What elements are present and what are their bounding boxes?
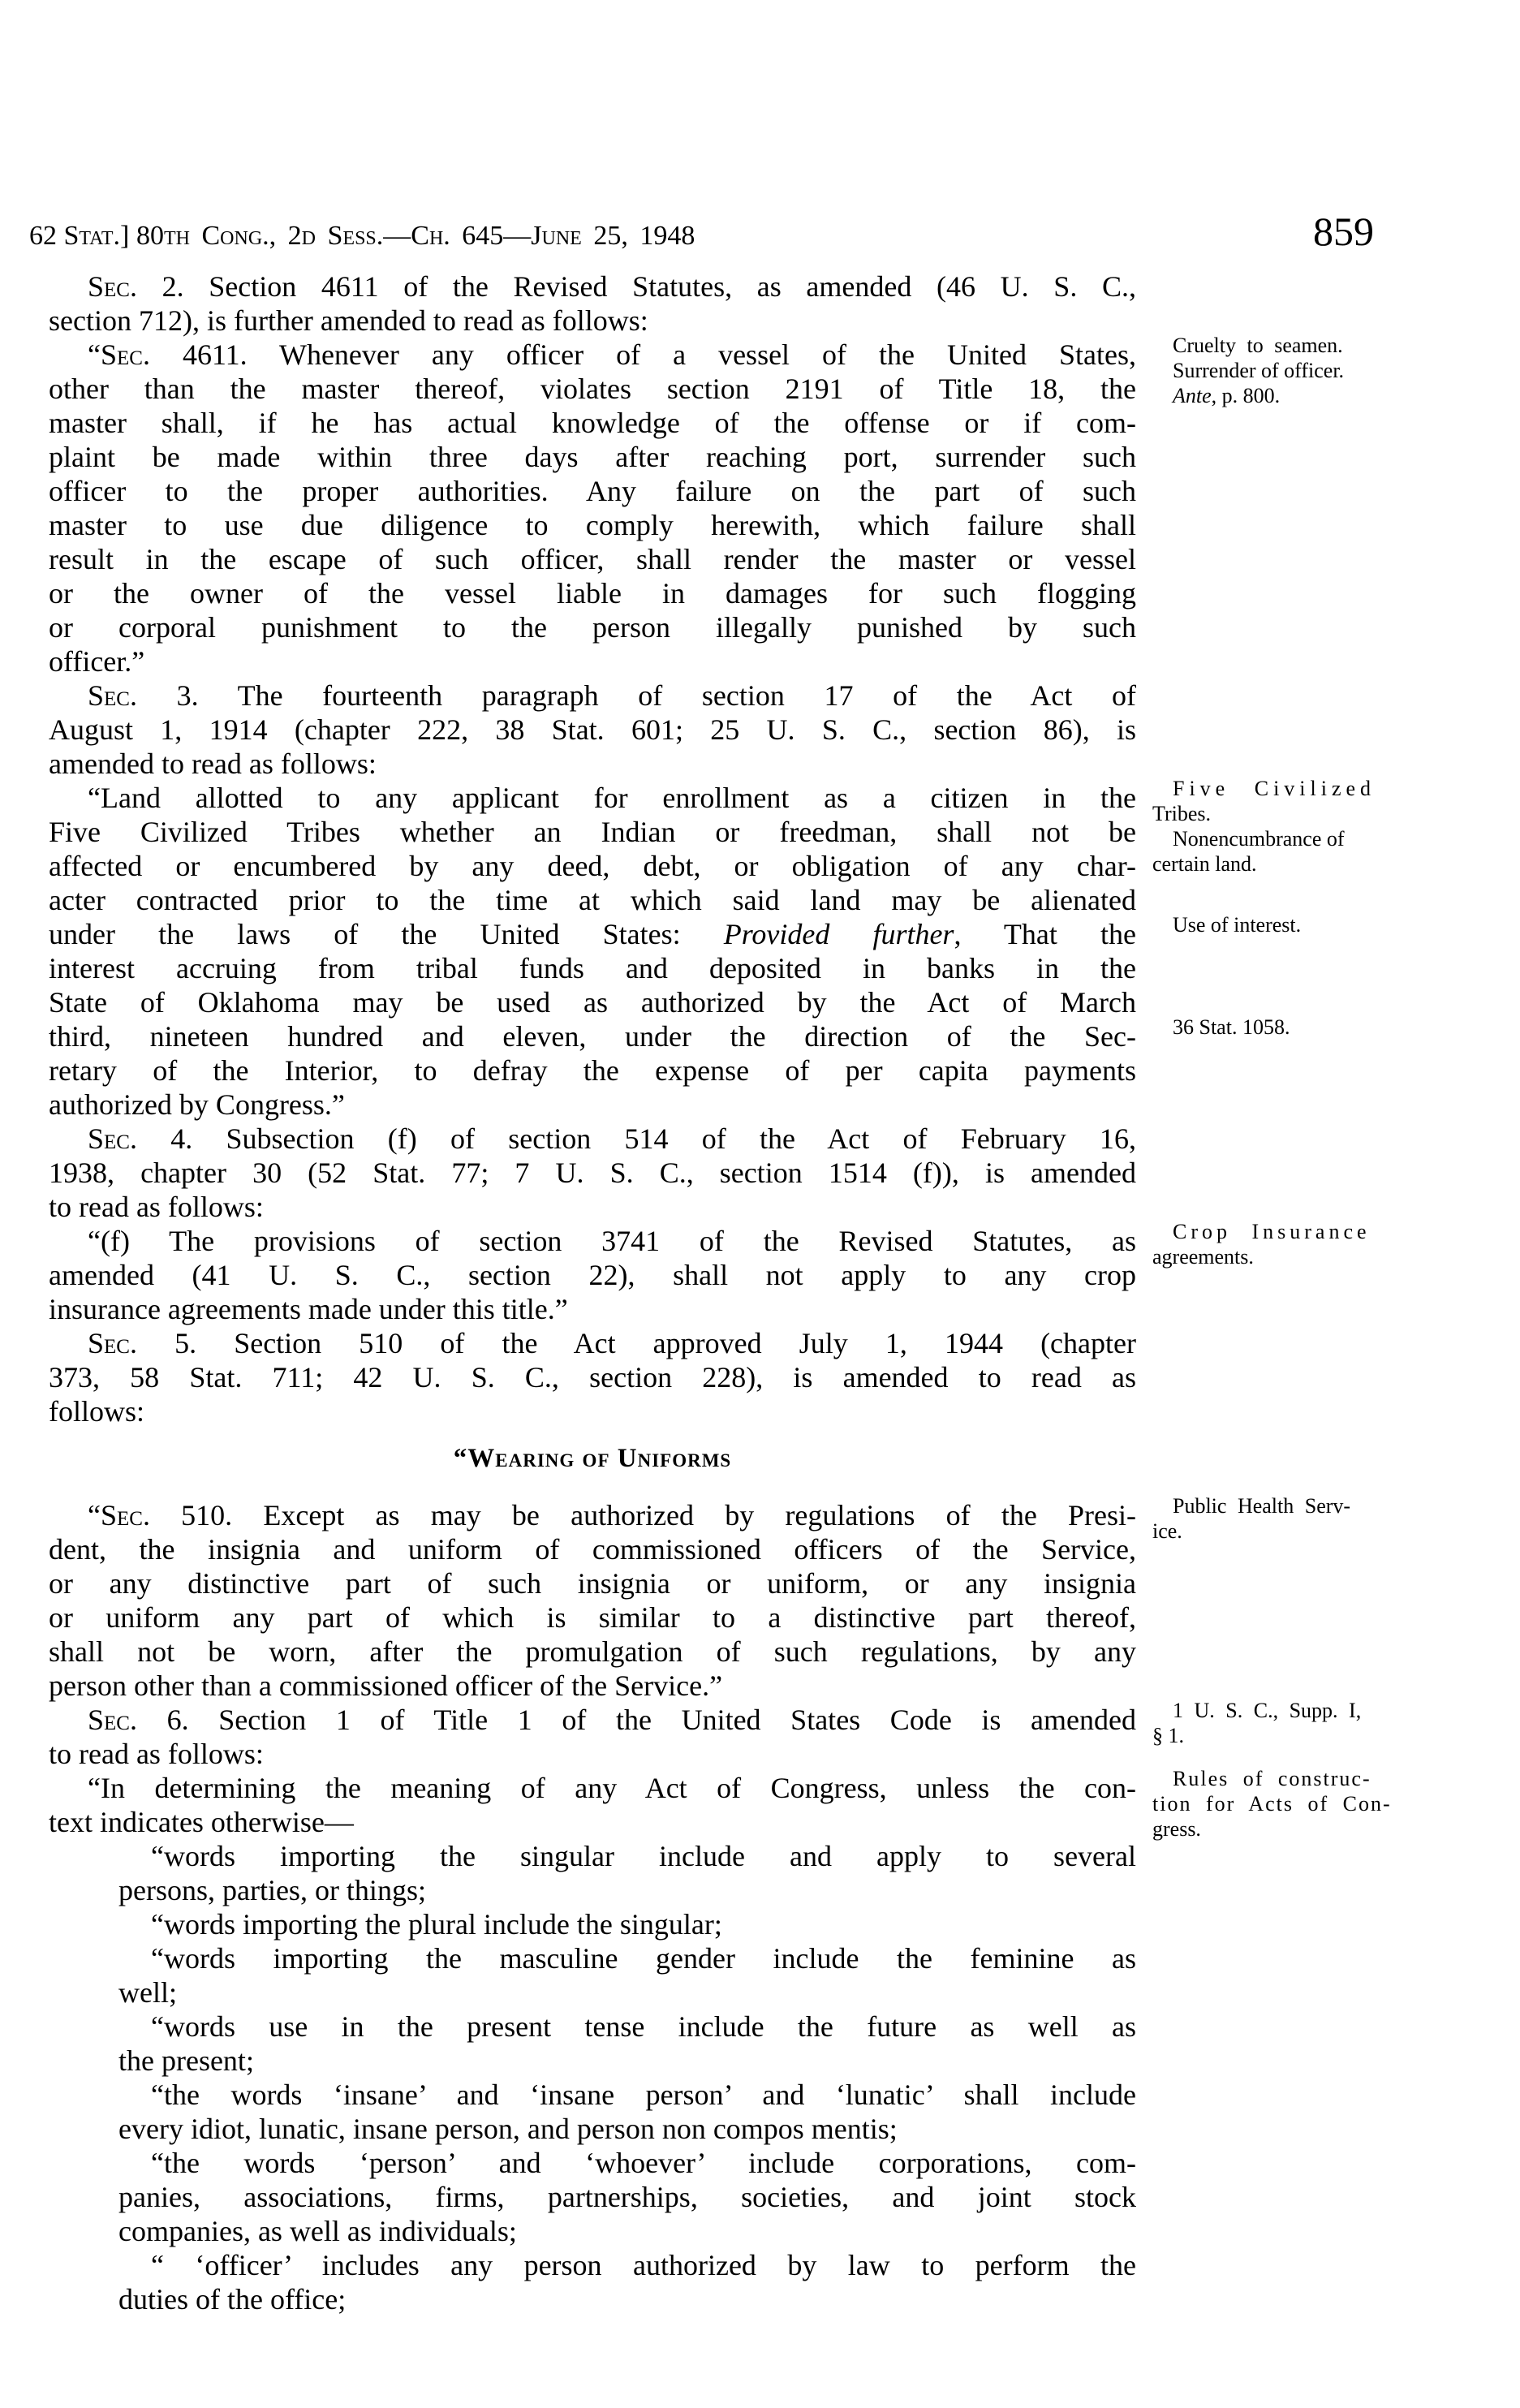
text-line: State of Oklahoma may be used as authorized by the Act of March [49,986,1136,1019]
text-line [49,1703,1136,1737]
line-text: , That the [954,918,1136,950]
heading-wearing-of-uniforms: “Wearing of Uniforms [453,1444,732,1473]
text-line: follows: [49,1395,145,1428]
open-quote: “ [88,1499,101,1531]
sec-label: Sec. [88,270,137,303]
text-line: acter contracted prior to the time at which said land may be alienated [49,884,1136,916]
text-line: master shall, if he has actual knowledge of the offense or if com- [49,407,1136,439]
text-line [49,1498,1136,1532]
text-line [49,338,1136,372]
text-line: third, nineteen hundred and eleven, under the direction of the Sec- [49,1020,1136,1053]
sec-label: Sec. [88,679,137,712]
margin-note-use-of-interest [1152,912,1516,937]
clause-plural [49,1907,1136,1941]
paragraph-subsection-f-quote [49,1224,1136,1326]
running-head: 80th Cong., 2d Sess.—Ch. 645—June 25, 1948 [136,221,695,251]
statute-text-column [49,269,1136,2316]
note-line: Rules of construc- [1173,1767,1371,1790]
paragraph-sec-510-quote [49,1498,1136,1703]
paragraph-land-allotted-quote [49,781,1136,1122]
margin-note-cruelty-to-seamen [1152,333,1516,408]
text-line: master to use due diligence to comply herewith, which failure shall [49,509,1136,541]
text-line: companies, as well as individuals; [118,2215,517,2247]
text-line: “words importing the plural include the singular; [151,1908,722,1941]
clause-masculine-gender [49,1941,1136,2010]
sec-label: Sec. [100,338,150,371]
text-line: amended (41 U. S. C., section 22), shall not apply to any crop [49,1259,1136,1291]
margin-note-36-stat-1058 [1152,1014,1516,1040]
clause-singular [49,1839,1136,1907]
margin-note-crop-insurance [1152,1219,1516,1269]
note-line: Surrender of officer. [1173,359,1345,382]
note-line: certain land. [1152,852,1257,876]
text-line: “the words ‘person’ and ‘whoever’ include corporations, com- [151,2147,1136,2179]
text-line [49,1326,1136,1360]
note-line: 36 Stat. 1058. [1173,1015,1290,1039]
proviso-italic: Provided further [723,918,954,950]
text-line: result in the escape of such officer, shall render the master or vessel [49,543,1136,575]
text-line: “words importing the singular include and apply to several [151,1840,1136,1872]
text-line: insurance agreements made under this title.” [49,1293,568,1325]
note-line: Cruelty to seamen. [1173,334,1343,357]
line-text: 6. Section 1 of Title 1 of the United States Code is amended [136,1704,1136,1736]
text-line: officer to the proper authorities. Any failure on the part of such [49,475,1136,507]
paragraph-sec-5-intro [49,1326,1136,1428]
text-line: persons, parties, or things; [118,1874,426,1906]
note-line: Public Health Serv- [1173,1494,1351,1518]
clause-present-tense [49,2010,1136,2078]
text-line: affected or encumbered by any deed, debt, or obligation of any char- [49,850,1136,882]
note-line: ice. [1152,1519,1182,1543]
note-line [1152,383,1516,408]
note-line: tion for Acts of Con- [1152,1792,1392,1816]
note-line: 1 U. S. C., Supp. I, [1173,1699,1362,1722]
text-line: interest accruing from tribal funds and deposited in banks in the [49,952,1136,984]
sec-label: Sec. [88,1122,137,1155]
note-line: Five Civilized [1173,777,1376,800]
text-line: plaint be made within three days after reaching port, surrender such [49,441,1136,473]
text-line [49,917,1136,951]
line-text: 2. Section 4611 of the Revised Statutes, as amended (46 U. S. C., [136,270,1136,303]
text-line [49,1122,1136,1156]
text-line: authorized by Congress.” [49,1088,345,1121]
text-line: “In determining the meaning of any Act of Congress, unless the con- [88,1772,1136,1804]
note-line: Tribes. [1152,802,1212,825]
open-quote: “ [88,338,101,371]
text-line: to read as follows: [49,1191,264,1223]
text-line: panies, associations, firms, partnerships, societies, and joint stock [118,2181,1136,2213]
text-line: or uniform any part of which is similar to a distinctive part thereof, [49,1601,1136,1634]
paragraph-sec-6-intro [49,1703,1136,1771]
margin-note-five-civilized-tribes [1152,776,1516,877]
line-text: under the laws of the United States: [49,918,724,950]
sec-label: Sec. [88,1704,137,1736]
line-text: 4611. Whenever any officer of a vessel of the United States, [149,338,1136,371]
page-number: 859 [1313,209,1374,254]
line-text: 4. Subsection (f) of section 514 of the Act of February 16, [136,1122,1136,1155]
text-line: “words use in the present tense include the future as well as [151,2010,1136,2043]
text-line [49,678,1136,713]
sec-label: Sec. [88,1327,137,1359]
ante-reference: Ante [1173,384,1212,407]
text-line: “the words ‘insane’ and ‘insane person’ and ‘lunatic’ shall include [151,2078,1136,2111]
text-line: other than the master thereof, violates section 2191 of Title 18, the [49,373,1136,405]
paragraph-sec-4611-quote [49,338,1136,678]
paragraph-in-determining [49,1771,1136,1839]
text-line: person other than a commissioned officer of the Service.” [49,1669,723,1702]
clause-insane [49,2078,1136,2146]
text-line: text indicates otherwise— [49,1806,354,1838]
line-text: 510. Except as may be authorized by regulations of the Presi- [149,1499,1136,1531]
clause-person-whoever [49,2146,1136,2248]
text-line: 373, 58 Stat. 711; 42 U. S. C., section 228), is amended to read as [49,1361,1136,1394]
text-line: well; [118,1976,177,2009]
note-line: § 1. [1152,1724,1184,1747]
volume-number: 62 [29,221,64,251]
stat-abbrev: Stat.] [63,221,130,251]
margin-note-usc-supp [1152,1698,1516,1748]
text-line: officer.” [49,645,145,678]
text-line: “Land allotted to any applicant for enrollment as a citizen in the [88,782,1136,814]
text-line: every idiot, lunatic, insane person, and person non compos mentis; [118,2113,898,2145]
note-line: Nonencumbrance of [1173,827,1345,851]
text-line: section 712), is further amended to read as follows: [49,304,648,337]
text-line: “words importing the masculine gender include the feminine as [151,1942,1136,1975]
text-line: “(f) The provisions of section 3741 of the Revised Statutes, as [88,1225,1136,1257]
line-text: 3. The fourteenth paragraph of section 17 of the Act of [136,679,1136,712]
text-line: August 1, 1914 (chapter 222, 38 Stat. 601; 25 U. S. C., section 86), is [49,713,1136,746]
text-line: “ ‘officer’ includes any person authorized by law to perform the [151,2249,1136,2281]
text-line [49,269,1136,304]
margin-note-rules-of-construction [1152,1766,1516,1842]
text-line: to read as follows: [49,1738,264,1770]
note-line: Crop Insurance [1173,1220,1371,1243]
text-line: dent, the insignia and uniform of commissioned officers of the Service, [49,1533,1136,1566]
note-line: gress. [1152,1817,1201,1841]
line-text: 5. Section 510 of the Act approved July 1, 1944 (chapter [136,1327,1136,1359]
text-line: or the owner of the vessel liable in damages for such flogging [49,577,1136,610]
note-line: Use of interest. [1173,913,1302,937]
text-line: amended to read as follows: [49,747,377,780]
text-line: Five Civilized Tribes whether an Indian or freedman, shall not be [49,816,1136,848]
text-line: duties of the office; [118,2283,347,2315]
paragraph-sec-3-intro [49,678,1136,781]
sec-label: Sec. [100,1499,150,1531]
note-line-text: , p. 800. [1211,384,1281,407]
margin-note-public-health-service [1152,1493,1516,1544]
text-line: retary of the Interior, to defray the expense of per capita payments [49,1054,1136,1087]
paragraph-sec-2-intro [49,269,1136,338]
volume-citation [29,221,129,252]
clause-officer [49,2248,1136,2316]
paragraph-sec-4-intro [49,1122,1136,1224]
text-line: shall not be worn, after the promulgation of such regulations, by any [49,1635,1136,1668]
text-line: or any distinctive part of such insignia or uniform, or any insignia [49,1567,1136,1600]
text-line: or corporal punishment to the person illegally punished by such [49,611,1136,644]
note-line: agreements. [1152,1245,1254,1269]
text-line: the present; [118,2044,254,2077]
text-line: 1938, chapter 30 (52 Stat. 77; 7 U. S. C., section 1514 (f)), is amended [49,1157,1136,1189]
